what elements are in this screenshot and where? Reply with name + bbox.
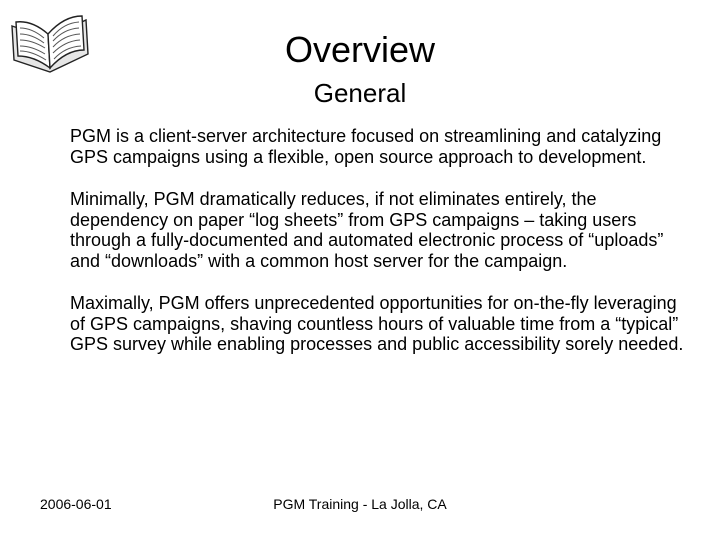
footer-title: PGM Training - La Jolla, CA [273,496,447,512]
open-book-icon [8,10,90,76]
paragraph-minimally: Minimally, PGM dramatically reduces, if not eliminates entirely, the dependency on paper “log sheets” from GPS campaigns – taking users through a fully-documented and automated electronic process of “uploads” and “downloads” with a common host server for the campaign. [70,189,664,271]
footer-date: 2006-06-01 [40,496,112,512]
paragraph-maximally: Maximally, PGM offers unprecedented opportunities for on-the-fly leveraging of GPS campaigns, shaving countless hours of valuable time from a “typical” GPS survey while enabling processes and public accessibility sorely needed. [70,293,684,354]
slide-subtitle: General [313,78,407,108]
slide-title: Overview [284,29,436,70]
slide-body [70,126,690,377]
paragraph-overview: PGM is a client-server architecture focused on streamlining and catalyzing GPS campaigns using a flexible, open source approach to development. [70,126,662,167]
